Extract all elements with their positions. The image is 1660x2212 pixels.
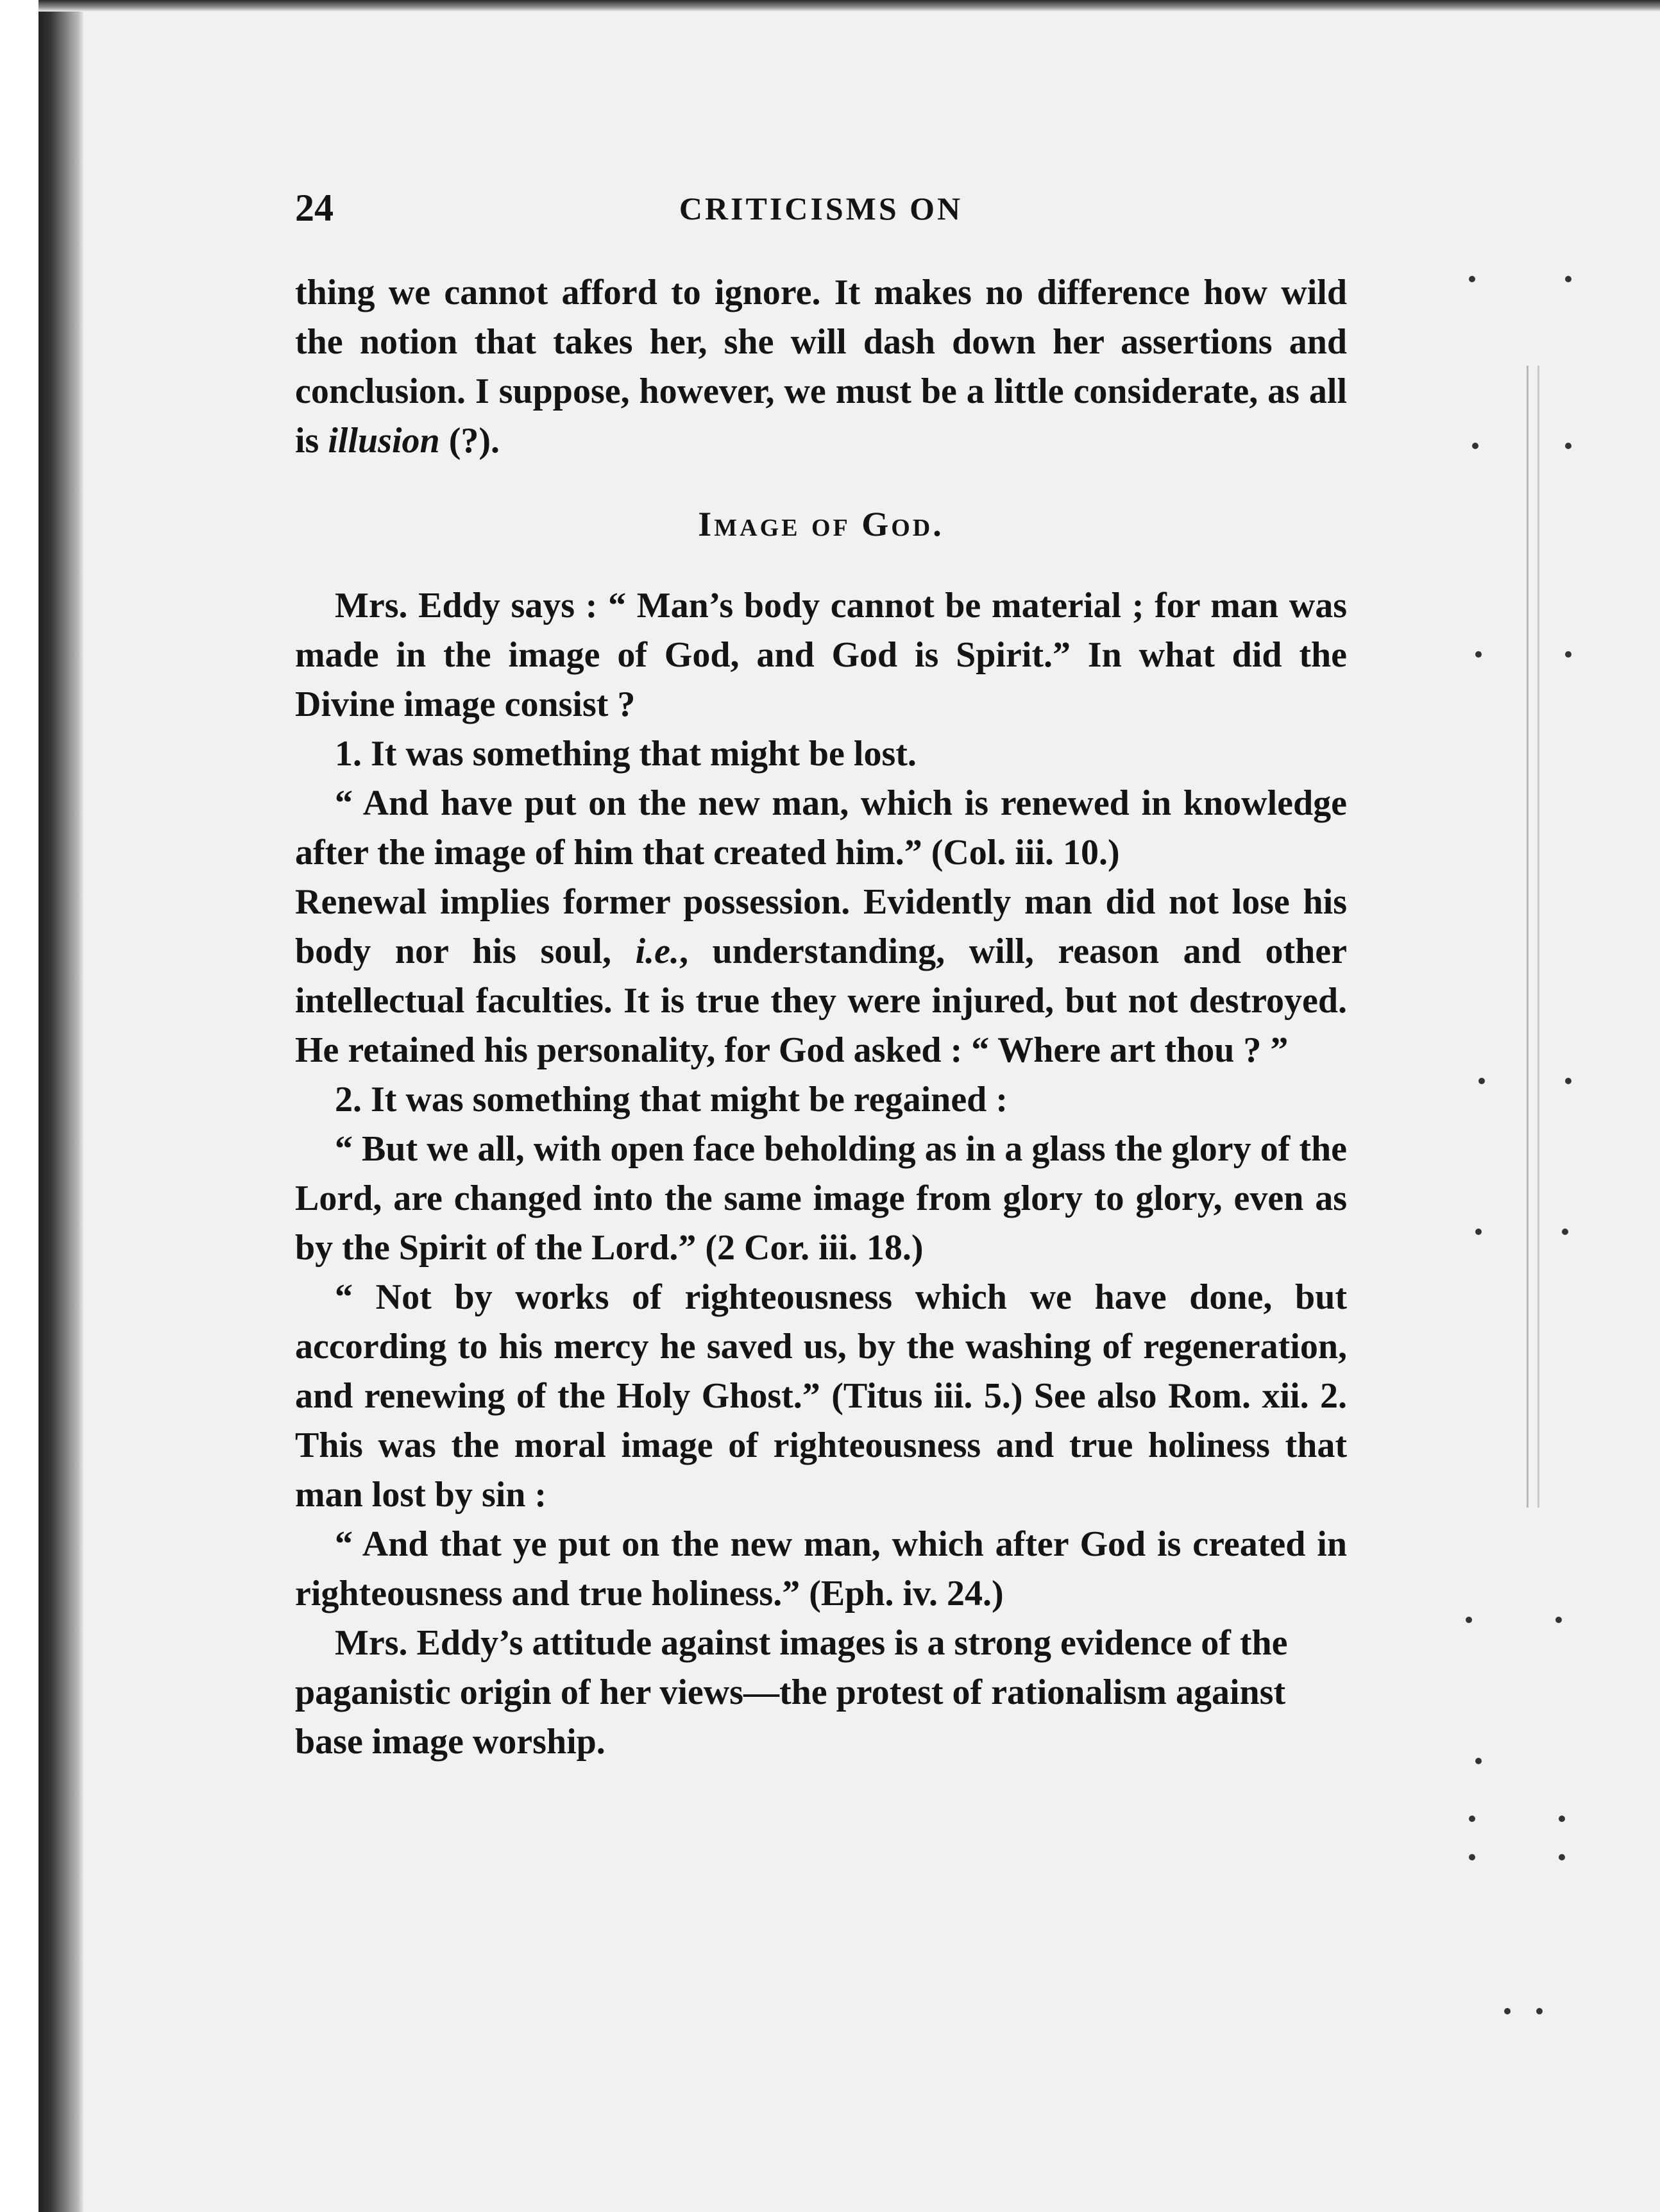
paragraph-2: 1. It was something that might be lost. (335, 734, 917, 774)
margin-speck (1504, 2008, 1511, 2014)
section-heading: Image of God. (698, 505, 944, 543)
paragraph-9: Mrs. Eddy’s attitude against images is a strong evidence of the paganistic origin of her views—the protest of rationalism against base image worship. (295, 1623, 1288, 1762)
margin-speck (1565, 651, 1571, 658)
margin-speck (1466, 1617, 1472, 1623)
top-edge (38, 0, 1660, 12)
margin-speck (1555, 1617, 1562, 1623)
margin-speck (1469, 1816, 1475, 1822)
margin-speck (1478, 1078, 1485, 1084)
paragraph-8: “ And that ye put on the new man, which after God is created in righteousness and true holiness.” (Eph. iv. 24.) (295, 1524, 1347, 1613)
margin-speck (1562, 1229, 1568, 1235)
running-head: CRITICISMS ON (679, 191, 963, 226)
body-text (295, 268, 1347, 1767)
margin-speck (1469, 1854, 1475, 1860)
margin-speck (1475, 1229, 1482, 1235)
paragraph-6: “ But we all, with open face beholding as in a glass the glory of the Lord, are changed into the same image from glory to glory, even as by the Spirit of the Lord.” (2 Cor. iii. 18.) (295, 1129, 1347, 1268)
italic-ie: i.e. (635, 932, 679, 971)
paragraph-3: “ And have put on the new man, which is renewed in knowledge after the image of him that created him.” (Col. iii. 10.) (295, 783, 1347, 872)
margin-speck (1536, 2008, 1543, 2014)
margin-speck (1475, 651, 1482, 658)
paragraph-5: 2. It was something that might be regained : (335, 1080, 1008, 1119)
page-number: 24 (295, 187, 334, 229)
continuation-paragraph: thing we cannot afford to ignore. It makes no difference how wild the notion that takes her, she will dash down her assertions and conclusion. I suppose, however, we must be a little considerate, as all is illusion (?). (295, 273, 1347, 461)
book-page (38, 0, 1660, 2212)
margin-speck (1469, 276, 1475, 282)
margin-rule (1527, 366, 1539, 1508)
margin-speck (1475, 1758, 1482, 1764)
binding-edge (38, 0, 83, 2212)
margin-speck (1565, 443, 1571, 449)
italic-illusion: illusion (328, 421, 440, 461)
paragraph-4: Renewal implies former possession. Evidently man did not lose his body nor his soul, i.e., understanding, will, reason and other intellectual faculties. It is true they were injured, but not destroyed. He retained his personality, for God asked : “ Where art thou ? ” (295, 882, 1347, 1070)
paragraph-7: “ Not by works of righteousness which we have done, but according to his mercy he saved us, by the washing of regeneration, and renewing of the Holy Ghost.” (Titus iii. 5.) See also Rom. xii. 2. This was the moral image of righteousness and true holiness that man lost by sin : (295, 1277, 1347, 1515)
page-header (295, 186, 1347, 237)
margin-speck (1565, 276, 1571, 282)
margin-speck (1559, 1854, 1565, 1860)
margin-speck (1565, 1078, 1571, 1084)
margin-speck (1472, 443, 1478, 449)
paragraph-1: Mrs. Eddy says : “ Man’s body cannot be material ; for man was made in the image of God, and God is Spirit.” In what did the Divine image consist ? (295, 586, 1347, 724)
margin-speck (1559, 1816, 1565, 1822)
